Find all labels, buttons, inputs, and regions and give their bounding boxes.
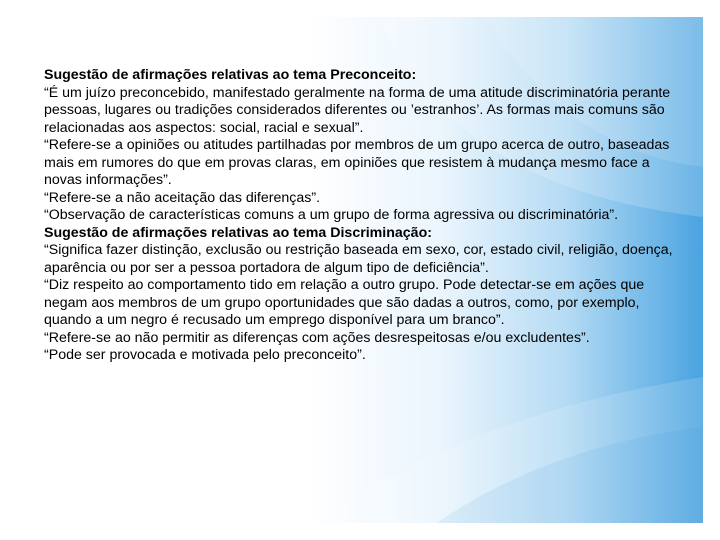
statement-discriminacao-2: “Diz respeito ao comportamento tido em relação a outro grupo. Pode detectar-se em ações que negam aos membros de um grupo oportunidades que são dadas a outros, como, por exemplo, quando a um negro é recusado um emprego disponível para um branco”. (44, 277, 645, 328)
statement-discriminacao-3: “Refere-se ao não permitir as diferenças com ações desrespeitosas e/ou excludentes”. (44, 329, 590, 346)
heading-preconceito: Sugestão de afirmações relativas ao tema Preconceito: (44, 67, 417, 83)
slide-panel (17, 17, 703, 523)
heading-discriminacao: Sugestão de afirmações relativas ao tema Discriminação: (44, 224, 432, 241)
statement-discriminacao-1: “Significa fazer distinção, exclusão ou restrição baseada em sexo, cor, estado civil, religião, doença, aparência ou por ser a pessoa portadora de algum tipo de deficiência”. (44, 242, 673, 276)
statement-preconceito-3: “Refere-se a não aceitação das diferenças”. (44, 189, 321, 206)
statement-preconceito-4: “Observação de características comuns a um grupo de forma agressiva ou discriminatória”. (44, 207, 619, 223)
statement-preconceito-1: “É um juízo preconcebido, manifestado geralmente na forma de uma atitude discriminatória perante pessoas, lugares ou tradições considerados diferentes ou ’estranhos’. As formas mais comuns são relacionadas aos aspectos: social, racial e sexual”. (44, 84, 671, 136)
statement-discriminacao-4: “Pode ser provocada e motivada pelo preconceito”. (44, 347, 366, 363)
slide-content (44, 67, 684, 365)
statement-preconceito-2: “Refere-se a opiniões ou atitudes partilhadas por membros de um grupo acerca de outro, baseadas mais em rumores do que em provas claras, em opiniões que resistem à mudança mesmo face a novas informações”. (44, 137, 670, 188)
